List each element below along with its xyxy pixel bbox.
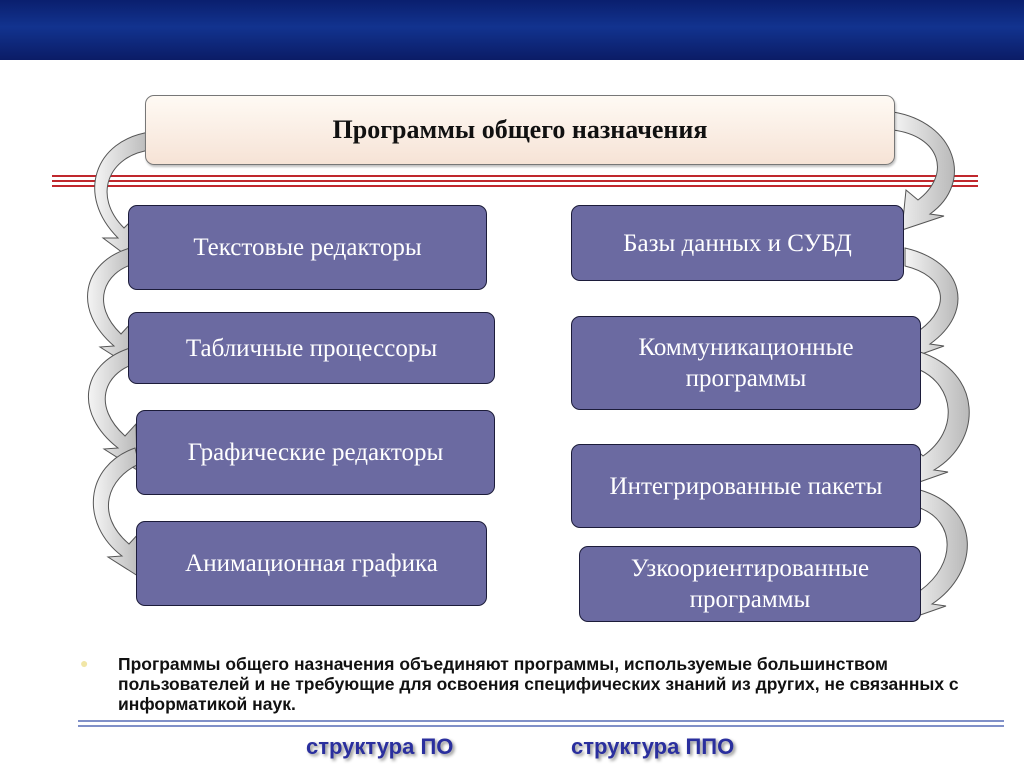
structure-ppo-link[interactable]: структура ППО — [571, 734, 735, 759]
node-animation-graphics: Анимационная графика — [136, 521, 487, 606]
structure-po-link[interactable]: структура ПО — [306, 734, 454, 759]
divider-line — [78, 725, 1004, 727]
description-text: Программы общего назначения объединяют программы, используемые большинством пользователей и не требующие для освоения специфических знаний из других, не связанных с информатикой наук. — [118, 654, 959, 714]
node-integrated-packages: Интегрированные пакеты — [571, 444, 921, 528]
node-communication-programs: Коммуникационные программы — [571, 316, 921, 410]
page-title: Программы общего назначения — [145, 95, 895, 165]
node-narrow-programs: Узкоориентированные программы — [579, 546, 921, 622]
node-graphic-editors: Графические редакторы — [136, 410, 495, 495]
bullet-icon: ● — [80, 657, 89, 672]
divider-line — [78, 720, 1004, 722]
node-text-editors: Текстовые редакторы — [128, 205, 487, 290]
node-spreadsheets: Табличные процессоры — [128, 312, 495, 384]
node-databases-dbms: Базы данных и СУБД — [571, 205, 904, 281]
